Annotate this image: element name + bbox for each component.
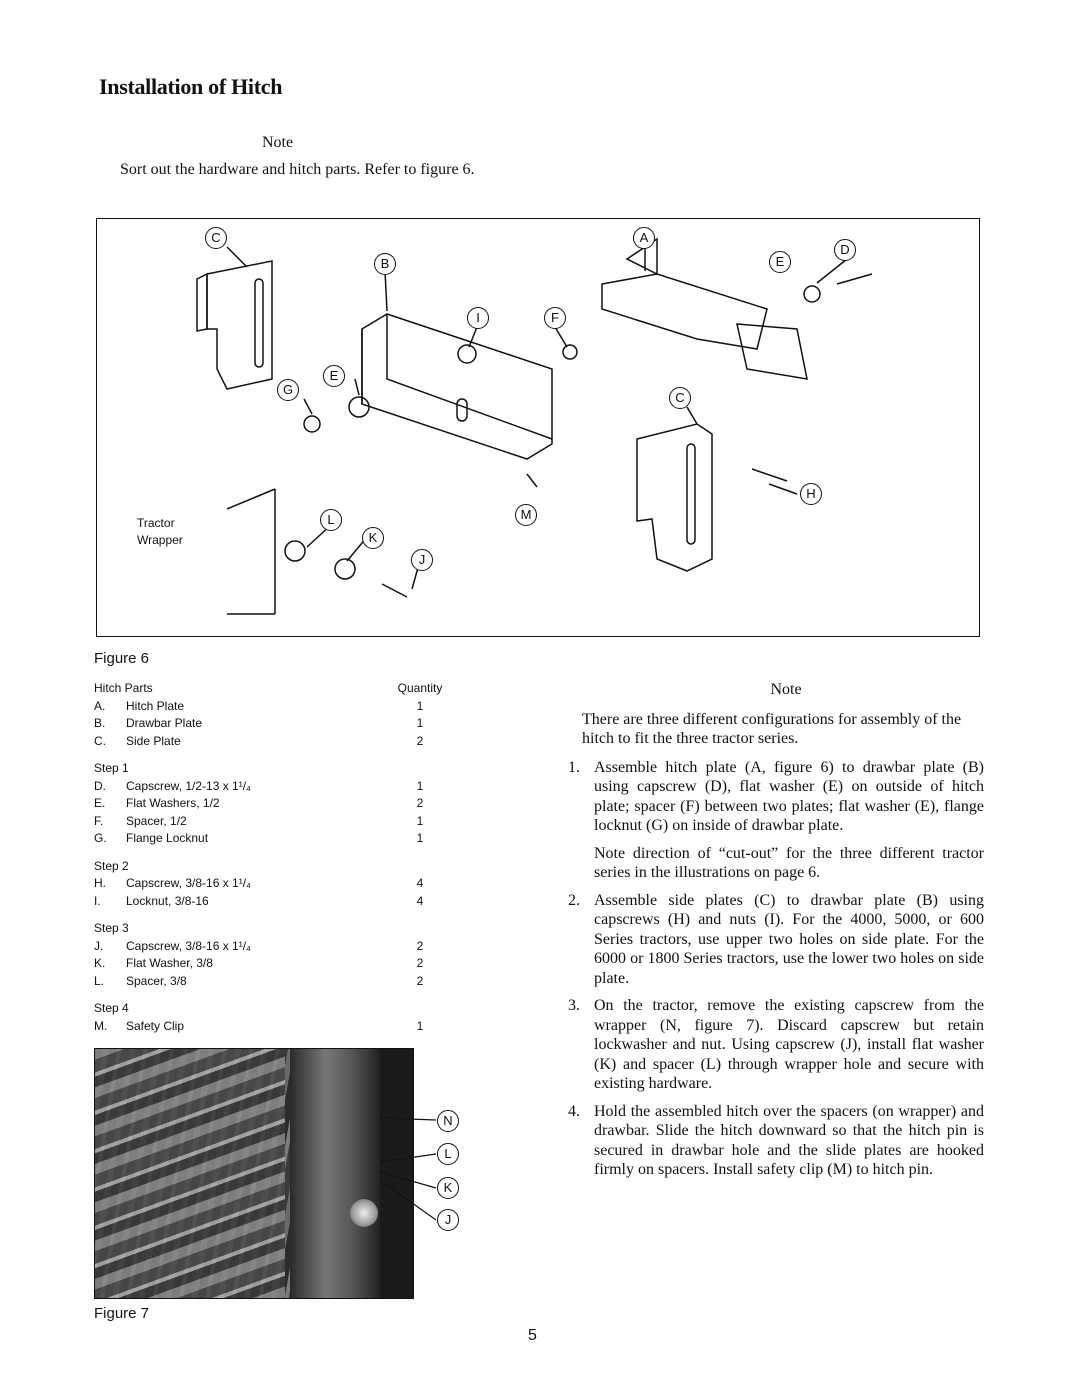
callout-j-fig7: J bbox=[437, 1209, 459, 1231]
step-number: 1. bbox=[568, 758, 580, 776]
part-letter: A. bbox=[94, 698, 106, 713]
part-letter: H. bbox=[94, 876, 106, 890]
hitch-exploded-diagram bbox=[97, 219, 979, 636]
part-name: Flange Locknut bbox=[126, 831, 209, 845]
step-text: Assemble side plates (C) to drawbar plate (B) using capscrews (H) and nuts (I). For the 4000, 5000, or 600 Series tractors, use upper two holes on side plate. For the 6000 or 1800 Series tractors, use the lower two holes on side plate. bbox=[594, 891, 984, 987]
parts-row bbox=[94, 795, 454, 813]
part-qty: 1 bbox=[416, 813, 424, 828]
part-name: Locknut, 3/8-16 bbox=[126, 893, 209, 908]
part-letter: D. bbox=[94, 778, 106, 793]
parts-row bbox=[94, 875, 454, 893]
callout-e: E bbox=[769, 251, 791, 273]
part-letter: I. bbox=[94, 893, 101, 908]
parts-step-title: Step 4 bbox=[94, 1001, 129, 1015]
callout-b: B bbox=[374, 253, 396, 275]
part-qty: 1 bbox=[416, 778, 424, 793]
part-qty: 1 bbox=[416, 698, 424, 713]
part-name: Spacer, 1/2 bbox=[126, 813, 187, 828]
part-qty: 4 bbox=[416, 876, 424, 890]
hitch-plate bbox=[602, 274, 767, 349]
parts-row bbox=[94, 778, 454, 796]
part-qty: 2 bbox=[416, 938, 424, 953]
part-name: Spacer, 3/8 bbox=[126, 973, 187, 988]
callout-k-fig7: K bbox=[437, 1177, 459, 1199]
part-qty: 4 bbox=[416, 893, 424, 908]
figure-7-photo bbox=[94, 1048, 414, 1299]
part-letter: C. bbox=[94, 733, 106, 748]
parts-row bbox=[94, 715, 454, 733]
part-qty: 2 bbox=[416, 796, 424, 810]
instructions bbox=[568, 680, 984, 1188]
part-qty: 1 bbox=[416, 716, 424, 730]
part-letter: L. bbox=[94, 973, 105, 988]
part-name: Drawbar Plate bbox=[126, 716, 203, 730]
part-name: Hitch Plate bbox=[126, 698, 185, 713]
instruction-step bbox=[568, 758, 984, 836]
parts-row bbox=[94, 938, 454, 956]
parts-row bbox=[94, 973, 454, 991]
page-title: Installation of Hitch bbox=[99, 74, 283, 99]
part-letter: E. bbox=[94, 796, 106, 810]
part-letter: G. bbox=[94, 831, 107, 845]
instruction-step bbox=[568, 891, 984, 989]
note-heading: Note bbox=[262, 134, 294, 151]
callout-d: D bbox=[834, 239, 856, 261]
parts-list bbox=[94, 680, 454, 1035]
parts-step-title: Step 1 bbox=[94, 761, 129, 775]
callout-n: N bbox=[437, 1110, 459, 1132]
part-letter: K. bbox=[94, 956, 106, 970]
step-text: Assemble hitch plate (A, figure 6) to drawbar plate (B) using capscrew (D), flat washer (E) on outside of hitch plate; spacer (F) between two plates; flat washer (E), flange locknut (G) on inside of drawbar plate. bbox=[594, 758, 984, 834]
figure-6-caption: Figure 6 bbox=[94, 650, 150, 667]
callout-m: M bbox=[515, 504, 537, 526]
callout-c2: C bbox=[669, 387, 691, 409]
callout-i: I bbox=[467, 307, 489, 329]
callout-c: C bbox=[205, 227, 227, 249]
instruction-step bbox=[568, 1102, 984, 1180]
part-qty: 2 bbox=[416, 973, 424, 988]
step-number: 3. bbox=[568, 997, 580, 1014]
page-number: 5 bbox=[528, 1327, 537, 1344]
side-plate-right bbox=[637, 424, 712, 571]
step-number: 2. bbox=[568, 891, 580, 909]
callout-a: A bbox=[633, 227, 655, 249]
note-text-2: There are three different configurations for assembly of the hitch to fit the three tractor series. bbox=[582, 710, 962, 747]
part-name: Flat Washers, 1/2 bbox=[126, 796, 220, 810]
part-qty: 1 bbox=[416, 831, 424, 845]
parts-groups bbox=[94, 698, 454, 1036]
callout-h: H bbox=[800, 483, 822, 505]
part-name: Capscrew, 3/8-16 x 1¹/₄ bbox=[126, 938, 251, 953]
part-name: Capscrew, 1/2-13 x 1¹/₄ bbox=[126, 778, 251, 793]
parts-row bbox=[94, 830, 454, 848]
parts-row bbox=[94, 1018, 454, 1036]
callout-f: F bbox=[544, 307, 566, 329]
tractor-wrapper-label: Tractor Wrapper bbox=[137, 516, 183, 547]
part-qty: 2 bbox=[416, 956, 424, 970]
parts-step-title: Step 3 bbox=[94, 921, 129, 935]
callout-k: K bbox=[362, 527, 384, 549]
figure-7-caption: Figure 7 bbox=[94, 1305, 150, 1322]
callout-l: L bbox=[320, 509, 342, 531]
step-number: 4. bbox=[568, 1102, 580, 1120]
capscrew-photo bbox=[350, 1199, 378, 1227]
instruction-step bbox=[568, 996, 984, 1094]
part-letter: M. bbox=[94, 1018, 108, 1033]
part-letter: J. bbox=[94, 938, 104, 953]
parts-step-title: Step 2 bbox=[94, 858, 129, 873]
step-text: Note direction of “cut-out” for the three different tractor series in the illustrations on page 6. bbox=[594, 844, 984, 881]
part-name: Capscrew, 3/8-16 x 1¹/₄ bbox=[126, 876, 251, 890]
parts-row bbox=[94, 733, 454, 751]
parts-row bbox=[94, 813, 454, 831]
note-heading-2: Note bbox=[770, 681, 802, 698]
callout-g: G bbox=[277, 379, 299, 401]
note-text: Sort out the hardware and hitch parts. Refer to figure 6. bbox=[120, 161, 475, 178]
part-name: Safety Clip bbox=[126, 1018, 185, 1033]
part-name: Flat Washer, 3/8 bbox=[126, 956, 213, 970]
figure-6-illustration bbox=[96, 218, 980, 637]
steps-list bbox=[568, 758, 984, 1180]
step-text: On the tractor, remove the existing capscrew from the wrapper (N, figure 7). Discard capscrew but retain lockwasher and nut. Using capscrew (J), install flat washer (K) and spacer (L) through wrapper hole and secure with existing hardware. bbox=[594, 997, 984, 1092]
step-text: Hold the assembled hitch over the spacers (on wrapper) and drawbar. Slide the hitch downward so that the hitch pin is secured in drawbar hole and the slide plates are hooked firmly on spacers. Install safety clip (M) to hitch pin. bbox=[594, 1102, 984, 1178]
part-letter: F. bbox=[94, 813, 104, 828]
callout-j: J bbox=[411, 549, 433, 571]
callout-l-fig7: L bbox=[437, 1143, 459, 1165]
instruction-step bbox=[568, 844, 984, 883]
parts-row bbox=[94, 955, 454, 973]
parts-row bbox=[94, 698, 454, 716]
part-qty: 2 bbox=[416, 733, 424, 748]
callout-e2: E bbox=[323, 365, 345, 387]
parts-header: Hitch Parts Quantity bbox=[94, 681, 443, 695]
drawbar-plate bbox=[362, 314, 552, 459]
part-name: Side Plate bbox=[126, 733, 181, 748]
part-qty: 1 bbox=[416, 1018, 424, 1033]
parts-row bbox=[94, 893, 454, 911]
part-letter: B. bbox=[94, 716, 106, 730]
